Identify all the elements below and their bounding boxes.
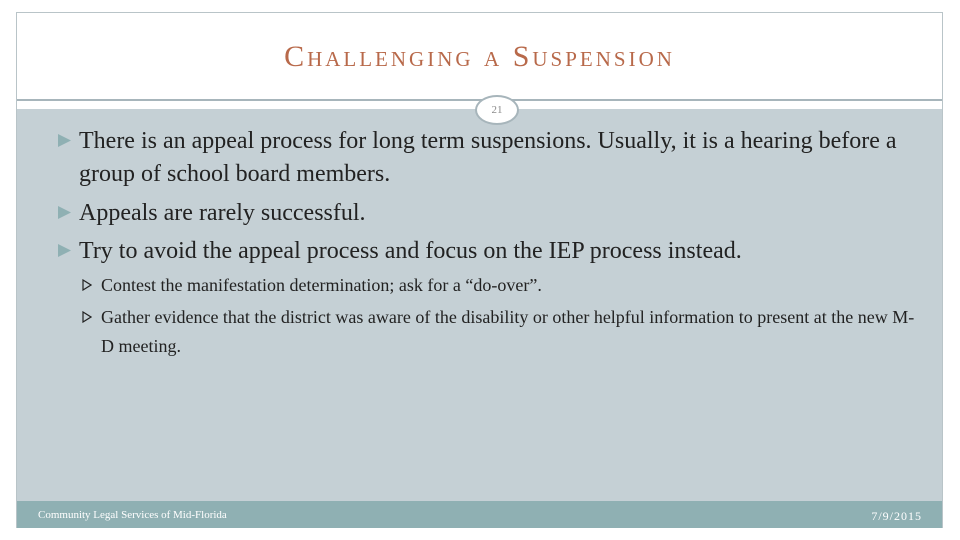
- bullet-text: Appeals are rarely successful.: [79, 200, 366, 226]
- sub-bullet-item: [82, 303, 922, 361]
- bullet-text: Try to avoid the appeal process and focus on the IEP process instead.: [79, 238, 742, 264]
- footer-organization: Community Legal Services of Mid-Florida: [38, 509, 227, 521]
- slide-title: Challenging a Suspension: [284, 40, 675, 73]
- bullet-text: There is an appeal process for long term suspensions. Usually, it is a hearing before a group of school board members.: [79, 128, 897, 187]
- hollow-triangle-bullet-icon: [82, 311, 92, 323]
- triangle-bullet-icon: [59, 207, 71, 219]
- sub-bullet-text: Gather evidence that the district was aware of the disability or other helpful information to present at the new M-D meeting.: [101, 307, 915, 356]
- hollow-triangle-bullet-icon: [82, 279, 92, 291]
- footer-bar: [17, 501, 942, 528]
- slide-frame: [16, 12, 943, 528]
- triangle-bullet-icon: [59, 135, 71, 147]
- footer-date: 7/9/2015: [871, 509, 922, 523]
- triangle-bullet-icon: [59, 245, 71, 257]
- sub-bullet-text: Contest the manifestation determination; ask for a “do-over”.: [101, 275, 542, 295]
- bullet-item: [59, 125, 919, 191]
- page-number-badge: 21: [475, 95, 519, 125]
- sub-bullet-item: [82, 271, 922, 300]
- title-area: [17, 13, 942, 101]
- bullet-item: [59, 197, 919, 230]
- bullet-item: [59, 235, 919, 268]
